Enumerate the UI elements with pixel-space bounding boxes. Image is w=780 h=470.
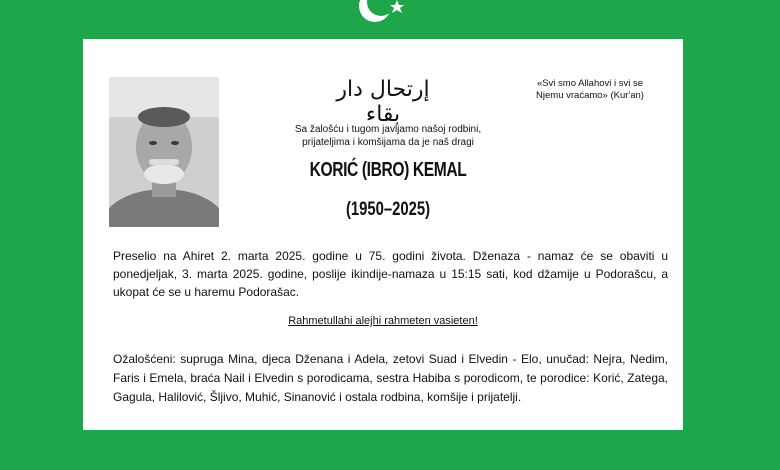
life-years: (1950–2025) — [345, 199, 431, 220]
quote-line-1: «Svi smo Allahovi i svi se — [536, 78, 644, 89]
intro-text — [273, 123, 503, 149]
intro-line-1: Sa žalošću i tugom javljamo našoj rodbini, — [294, 124, 482, 135]
obituary-card — [83, 39, 683, 430]
quran-quote — [515, 78, 665, 102]
prayer-line — [83, 315, 683, 327]
deceased-photo — [109, 77, 219, 227]
arabic-calligraphy: إرتحال دار بقاء — [336, 77, 430, 127]
prayer-text: Rahmetullahi alejhi rahmeten vasieten! — [288, 315, 478, 327]
funeral-details: Preselio na Ahiret 2. marta 2025. godine u 75. godini života. Dženaza - namaz će se obaviti u ponedjeljak, 3. marta 2025. godine, poslije ikindije-namaza u 15:15 sati, kod džamije u Podorašcu, a ukopat će se u haremu Podorašac. — [113, 249, 668, 299]
mourners-list: Ožalošćeni: supruga Mina, djeca Dženana i Adela, zetovi Suad i Elvedin - Elo, unučad: Nejra, Nedim, Faris i Emela, braća Nail i Elvedin s porodicama, sestra Habiba s porodicom, te porodice: Korić, Zatega, Gagula, Halilović, Šljivo, Muhić, Sinanović i ostala rodbina, komšije i prijatelji. — [113, 352, 668, 404]
quote-line-2: Njemu vraćamo» (Kur'an) — [536, 90, 644, 101]
portrait-image — [109, 77, 219, 227]
intro-line-2: prijateljima i komšijama da je naš dragi — [302, 137, 474, 148]
deceased-name: KORIĆ (IBRO) KEMAL — [309, 159, 467, 181]
crescent-star-icon — [345, 0, 415, 34]
